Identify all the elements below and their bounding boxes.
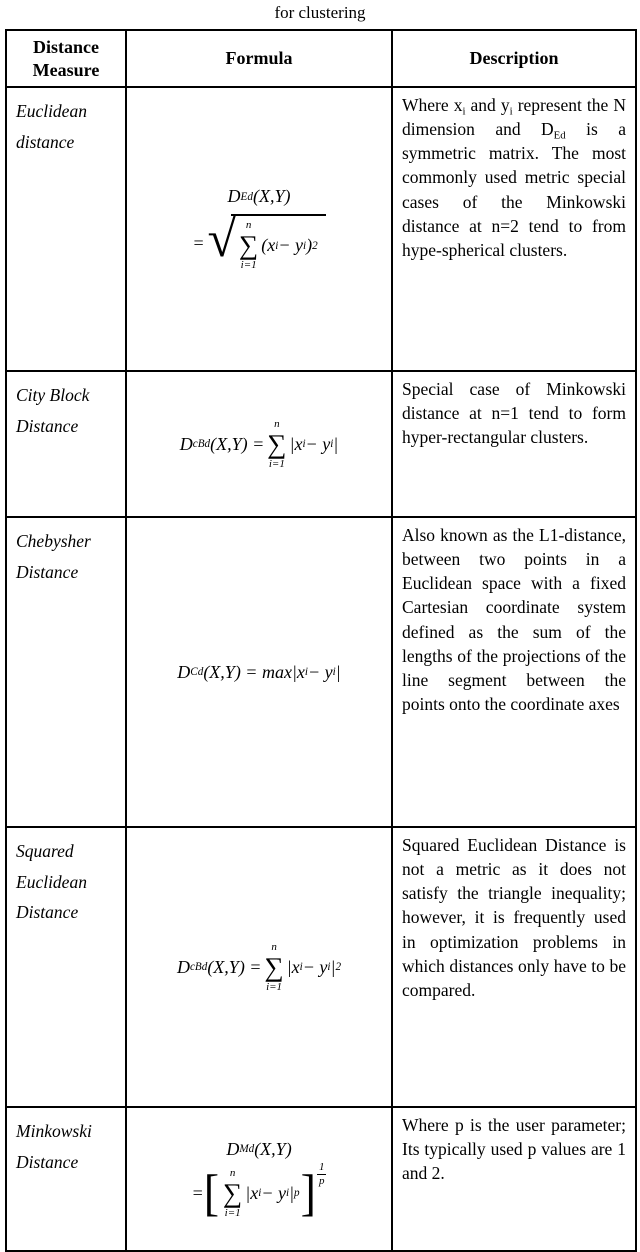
header-formula: Formula	[126, 30, 392, 87]
text: (x	[261, 235, 276, 255]
table-row	[6, 517, 636, 827]
formula-cell	[126, 371, 392, 517]
measure-cell	[6, 371, 126, 517]
text: D	[227, 186, 241, 207]
text: − y	[278, 235, 303, 255]
text: Where p is the user parameter; Its typically used p values are 1 and 2.	[402, 1115, 626, 1184]
summation-symbol	[264, 941, 283, 993]
description-cell	[392, 1107, 636, 1251]
measure-cell	[6, 1107, 126, 1251]
text: Where x	[402, 95, 463, 115]
text: =	[191, 1182, 204, 1203]
formula-line: D cBd (X,Y) = n ∑ i=1 |x i − y i |	[179, 417, 339, 470]
text: − y	[261, 1182, 286, 1203]
description-cell	[392, 371, 636, 517]
description-text	[402, 379, 626, 447]
text: |	[330, 956, 336, 977]
text: D	[177, 661, 191, 682]
radical-glyph: √	[207, 210, 237, 268]
table-body	[6, 87, 636, 1251]
description-text	[402, 1115, 626, 1183]
sigma-glyph: ∑	[264, 951, 284, 982]
sum-lower-limit: i=1	[224, 1206, 241, 1219]
text: (X,Y)	[252, 186, 291, 207]
sum-upper-limit: n	[274, 417, 280, 430]
text: |	[333, 433, 339, 454]
summation-symbol	[223, 1167, 242, 1219]
text: D	[179, 433, 193, 454]
sum-lower-limit: i=1	[240, 259, 257, 271]
formula	[131, 662, 387, 683]
fraction-numerator: 1	[318, 1160, 325, 1173]
text: |	[289, 1182, 295, 1203]
text: and y	[465, 95, 510, 115]
text: − y	[302, 956, 328, 977]
description-text	[402, 95, 626, 260]
header-distance-measure: Distance Measure	[6, 30, 126, 87]
text: (X,Y) =	[207, 956, 262, 977]
summation-symbol	[239, 219, 258, 271]
header-description: Description	[392, 30, 636, 87]
text: Chebysher Distance	[16, 531, 91, 582]
formula-cell	[126, 827, 392, 1107]
measure-name	[16, 841, 87, 922]
text: (X,Y)	[254, 1138, 292, 1159]
text: Special case of Minkowski distance at n=1 tend to form hyper-rectangular clusters.	[402, 379, 626, 448]
measure-name	[16, 101, 87, 152]
measure-cell	[6, 827, 126, 1107]
distance-measures-table	[5, 29, 637, 1252]
fraction-denominator: p	[318, 1174, 325, 1187]
table-caption: for clustering	[274, 3, 366, 22]
formula	[131, 186, 387, 271]
measure-name	[16, 385, 89, 436]
left-bracket: [	[203, 1164, 220, 1221]
description-text	[402, 835, 626, 1000]
sigma-glyph: ∑	[223, 1177, 243, 1208]
text: |x	[289, 433, 303, 454]
text: Also known as the L1-distance, between two points in a Euclidean space with a fixed Cartesian coordinate system defined as the sum of the lengths of the projections of the line segment between the points onto the coordinate axes	[402, 525, 626, 714]
description-text	[402, 525, 626, 714]
subscript: i	[509, 105, 513, 118]
formula-cell	[126, 1107, 392, 1251]
description-cell	[392, 87, 636, 371]
formula-line	[131, 210, 387, 271]
table-row	[6, 371, 636, 517]
description-cell	[392, 827, 636, 1107]
sum-lower-limit: i=1	[266, 980, 283, 993]
text: is a symmetric matrix. The most commonly used metric special cases of the Minkowski distance at n=2 tend to from hype-spherical clusters.	[402, 119, 626, 260]
subscript: Ed	[553, 129, 566, 142]
text: D	[176, 956, 190, 977]
summation-symbol	[267, 418, 286, 470]
formula	[131, 941, 387, 993]
measure-cell	[6, 517, 126, 827]
formula-line: D Md (X,Y)	[226, 1138, 292, 1159]
formula-line: D Cd (X,Y) = max|x i − y i |	[177, 661, 341, 682]
formula	[131, 1139, 387, 1219]
text: D	[226, 1138, 240, 1159]
radicand: n ∑ i=1 (x i − y i ) 2	[231, 214, 326, 271]
table-row	[6, 87, 636, 371]
formula-line: D cBd (X,Y) = n ∑ i=1 |x i − y i | 2	[176, 940, 342, 993]
sum-lower-limit: i=1	[268, 457, 285, 470]
formula-cell	[126, 517, 392, 827]
bracket-content: n ∑ i=1 |x i − y i | p	[223, 1166, 300, 1219]
table-row	[6, 827, 636, 1107]
text: (X,Y) = max|x	[203, 661, 305, 682]
formula-line	[131, 1160, 387, 1221]
text: City Block Distance	[16, 385, 90, 436]
sum-upper-limit: n	[229, 1166, 236, 1179]
text: |	[335, 661, 341, 682]
text: Squared Euclidean Distance is not a metric as it does not satisfy the triangle inequality; however, it is frequently used in optimization problems in which distances only have to be compared.	[402, 835, 626, 1000]
text: represent the N dimension and D	[402, 95, 626, 140]
table-header-row	[6, 30, 636, 87]
text: − y	[308, 661, 333, 682]
sum-upper-limit: n	[245, 219, 252, 232]
text: − y	[305, 433, 331, 454]
right-bracket: ]	[300, 1164, 316, 1221]
text: |x	[286, 956, 300, 977]
text: |x	[245, 1182, 259, 1203]
text: Squared Euclidean Distance	[16, 841, 87, 923]
measure-name	[16, 531, 91, 582]
exponent-fraction	[317, 1161, 327, 1187]
description-cell	[392, 517, 636, 827]
text: )	[306, 235, 313, 255]
text: Euclidean distance	[16, 101, 87, 152]
text: (X,Y) =	[210, 433, 265, 454]
bracket-group	[203, 1160, 327, 1221]
subscript: i	[462, 105, 466, 118]
square-root	[207, 210, 325, 271]
text: Minkowski Distance	[16, 1121, 92, 1172]
formula	[131, 418, 387, 470]
sigma-glyph: ∑	[239, 230, 259, 260]
measure-name	[16, 1121, 92, 1172]
measure-cell	[6, 87, 126, 371]
formula-line: D Ed (X,Y)	[227, 186, 291, 207]
text: =	[192, 232, 205, 253]
sigma-glyph: ∑	[267, 428, 287, 459]
sum-upper-limit: n	[271, 940, 277, 953]
table-row	[6, 1107, 636, 1251]
formula-cell	[126, 87, 392, 371]
